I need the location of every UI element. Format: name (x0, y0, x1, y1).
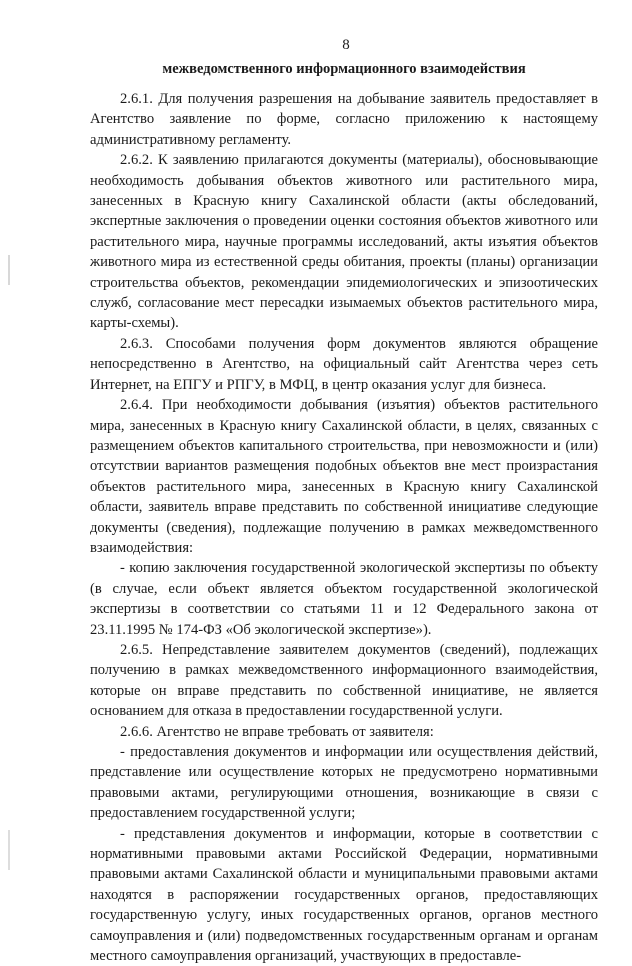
list-item-information: - представления документов и информации, которые в соответствии с нормативными правовыми актами Российской Федерации, нормативными правовыми актами Сахалинской области и муниципальными правовыми актами находятся в распоряжении государственных органов, предоставляющих государственную услугу, иных государственных органов, органов местного самоуправления и (или) подведомственных государственным органам и органам местного самоуправления организаций, участвующих в предоставле- (90, 825, 598, 965)
page-number: 8 (342, 37, 350, 53)
paragraph-2-6-3: 2.6.3. Способами получения форм документов являются обращение непосредственно в Агентство, на официальный сайт Агентства через сеть Интернет, на ЕПГУ и РПГУ, в МФЦ, в центр оказания услуг для бизнеса. (90, 335, 598, 393)
list-item-expertise: - копию заключения государственной экологической экспертизы по объекту (в случае, если объект является объектом государственной экологической экспертизы в соответствии со статьями 11 и 12 Федерального закона от 23.11.1995 № 174-ФЗ «Об экологической экспертизе»). (90, 560, 598, 638)
paragraph-2-6-1: 2.6.1. Для получения разрешения на добывание заявитель предоставляет в Агентство заявление по форме, согласно приложению к настоящему административному регламенту. (90, 91, 598, 148)
paragraph-2-6-2: 2.6.2. К заявлению прилагаются документы (материалы), обосновывающие необходимость добывания объектов животного или растительного мира, занесенных в Красную книгу Сахалинской области (акты обследований, экспертные заключения о проведении оценки состояния объектов животного или растительного мира, научные программы исследований, акты изъятия объектов животного мира из естественной среды обитания, проекты (планы) организации строительства объектов, рекомендации эпидемиологических и эпизоотических служб, согласование мест пересадки изымаемых объектов растительного мира, карты-схемы). (90, 152, 598, 332)
list-item-documents: - предоставления документов и информации или осуществления действий, представление или осуществление которых не предусмотрено нормативными правовыми актами, регулирующими отношения, возникающие в связи с предоставлением государственной услуги; (90, 744, 598, 822)
section-heading: межведомственного информационного взаимодействия (162, 61, 526, 77)
scan-artifact (8, 830, 10, 870)
paragraph-2-6-5: 2.6.5. Непредставление заявителем документов (сведений), подлежащих получению в рамках межведомственного информационного взаимодействия, которые он вправе представить по собственной инициативе, не является основанием для отказа в предоставлении государственной услуги. (90, 641, 598, 720)
paragraph-2-6-6: 2.6.6. Агентство не вправе требовать от заявителя: (120, 723, 434, 740)
scan-artifact (8, 255, 10, 285)
paragraph-2-6-4: 2.6.4. При необходимости добывания (изъятия) объектов растительного мира, занесенных в Красную книгу Сахалинской области, в целях, связанных с размещением объектов капитального строительства, при невозможности и (или) отсутствии вариантов размещения подобных объектов вне мест произрастания объектов растительного мира, занесенных в Красную книгу Сахалинской области, заявитель вправе представить по собственной инициативе следующие документы (сведения), подлежащие получению в рамках межведомственного взаимодействия: (90, 397, 598, 556)
